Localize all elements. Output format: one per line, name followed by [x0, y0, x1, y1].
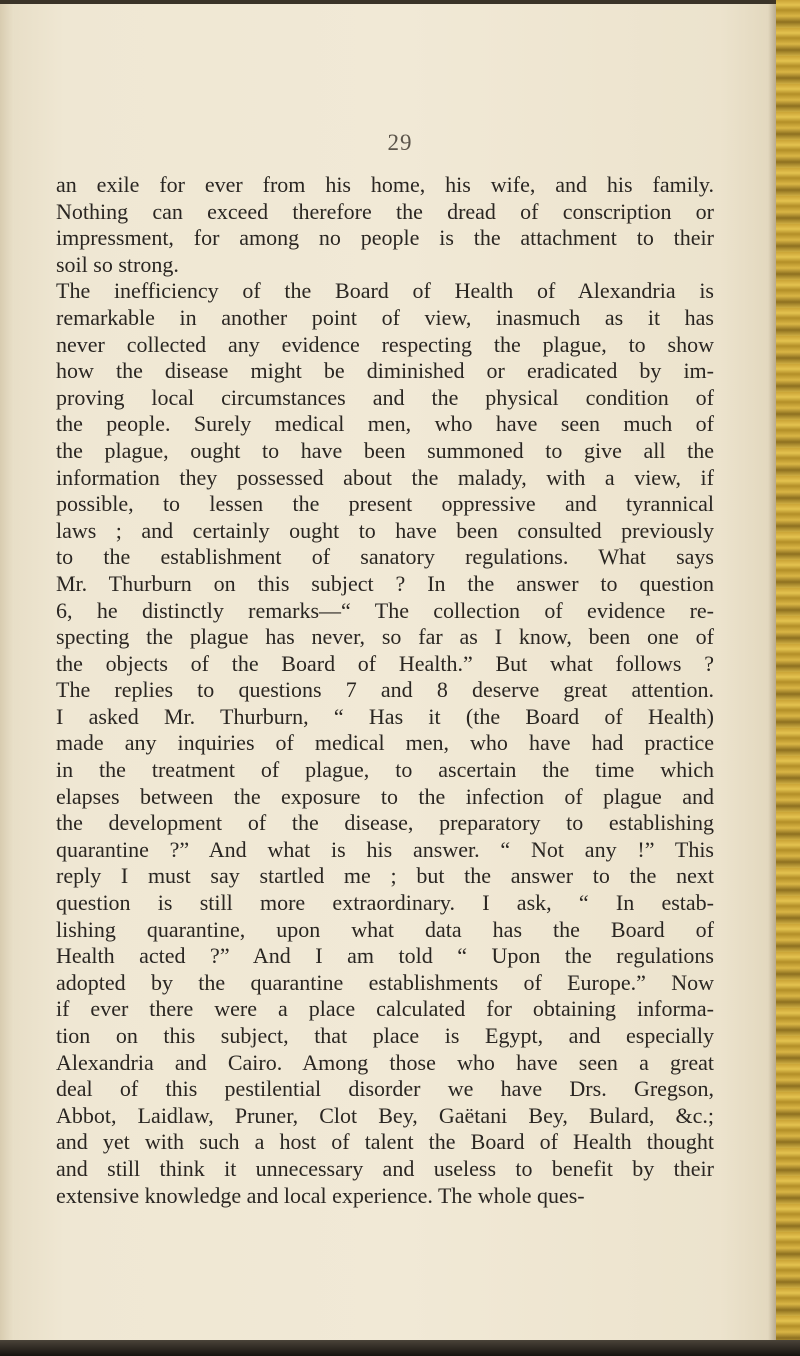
text-line: remarkable in another point of view, inasmuch as it has — [56, 304, 714, 330]
text-line: The inefficiency of the Board of Health of Alexandria is — [56, 278, 714, 304]
text-line: to the establishment of sanatory regulations. What says — [56, 544, 714, 570]
text-line: Alexandria and Cairo. Among those who have seen a great — [56, 1049, 714, 1075]
text-line: lishing quarantine, upon what data has the Board of — [56, 916, 714, 942]
text-line: how the disease might be diminished or eradicated by im- — [56, 358, 714, 384]
bottom-edge-bar — [0, 1340, 800, 1356]
text-line: soil so strong. — [56, 251, 179, 277]
text-line: Mr. Thurburn on this subject ? In the answer to question — [56, 570, 714, 596]
top-edge-rule — [0, 0, 784, 4]
text-line: an exile for ever from his home, his wife, and his family. — [56, 172, 714, 197]
text-line: deal of this pestilential disorder we have Drs. Gregson, — [56, 1076, 714, 1102]
text-line: and still think it unnecessary and useless to benefit by their — [56, 1155, 714, 1181]
text-line: reply I must say startled me ; but the answer to the next — [56, 863, 714, 889]
text-line: if ever there were a place calculated for obtaining informa- — [56, 996, 714, 1022]
text-line: the development of the disease, preparatory to establishing — [56, 810, 714, 836]
body-text — [56, 172, 714, 1209]
text-line: never collected any evidence respecting the plague, to show — [56, 331, 714, 357]
text-line: the objects of the Board of Health.” But what follows ? — [56, 650, 714, 676]
text-line: specting the plague has never, so far as I know, been one of — [56, 624, 714, 650]
text-line: elapses between the exposure to the infection of plague and — [56, 783, 714, 809]
text-line: proving local circumstances and the physical condition of — [56, 384, 714, 410]
text-line: impressment, for among no people is the attachment to their — [56, 225, 714, 251]
text-line: Health acted ?” And I am told “ Upon the regulations — [56, 943, 714, 969]
text-line: and yet with such a host of talent the Board of Health thought — [56, 1129, 714, 1155]
book-binding-edge — [776, 0, 800, 1356]
text-line: adopted by the quarantine establishments of Europe.” Now — [56, 969, 714, 995]
text-line: made any inquiries of medical men, who have had practice — [56, 730, 714, 756]
text-line: tion on this subject, that place is Egypt, and especially — [56, 1023, 714, 1048]
text-line: in the treatment of plague, to ascertain the time which — [56, 757, 714, 783]
text-line: the people. Surely medical men, who have seen much of — [56, 411, 714, 437]
text-line: the plague, ought to have been summoned to give all the — [56, 437, 714, 463]
text-line: 6, he distinctly remarks—“ The collection of evidence re- — [56, 597, 714, 623]
text-line: information they possessed about the malady, with a view, if — [56, 464, 714, 490]
text-line: possible, to lessen the present oppressive and tyrannical — [56, 491, 714, 517]
text-line: quarantine ?” And what is his answer. “ Not any !” This — [56, 836, 714, 862]
text-line: laws ; and certainly ought to have been consulted previously — [56, 517, 714, 543]
text-line: I asked Mr. Thurburn, “ Has it (the Board of Health) — [56, 703, 714, 729]
page-number: 29 — [387, 130, 413, 155]
text-line: question is still more extraordinary. I ask, “ In estab- — [56, 890, 714, 916]
text-line: extensive knowledge and local experience. The whole ques- — [56, 1182, 585, 1208]
page-left-edge — [0, 0, 14, 1356]
text-line: The replies to questions 7 and 8 deserve great attention. — [56, 677, 714, 703]
text-line: Abbot, Laidlaw, Pruner, Clot Bey, Gaëtani Bey, Bulard, &c.; — [56, 1102, 714, 1128]
text-line: Nothing can exceed therefore the dread of conscription or — [56, 198, 714, 224]
